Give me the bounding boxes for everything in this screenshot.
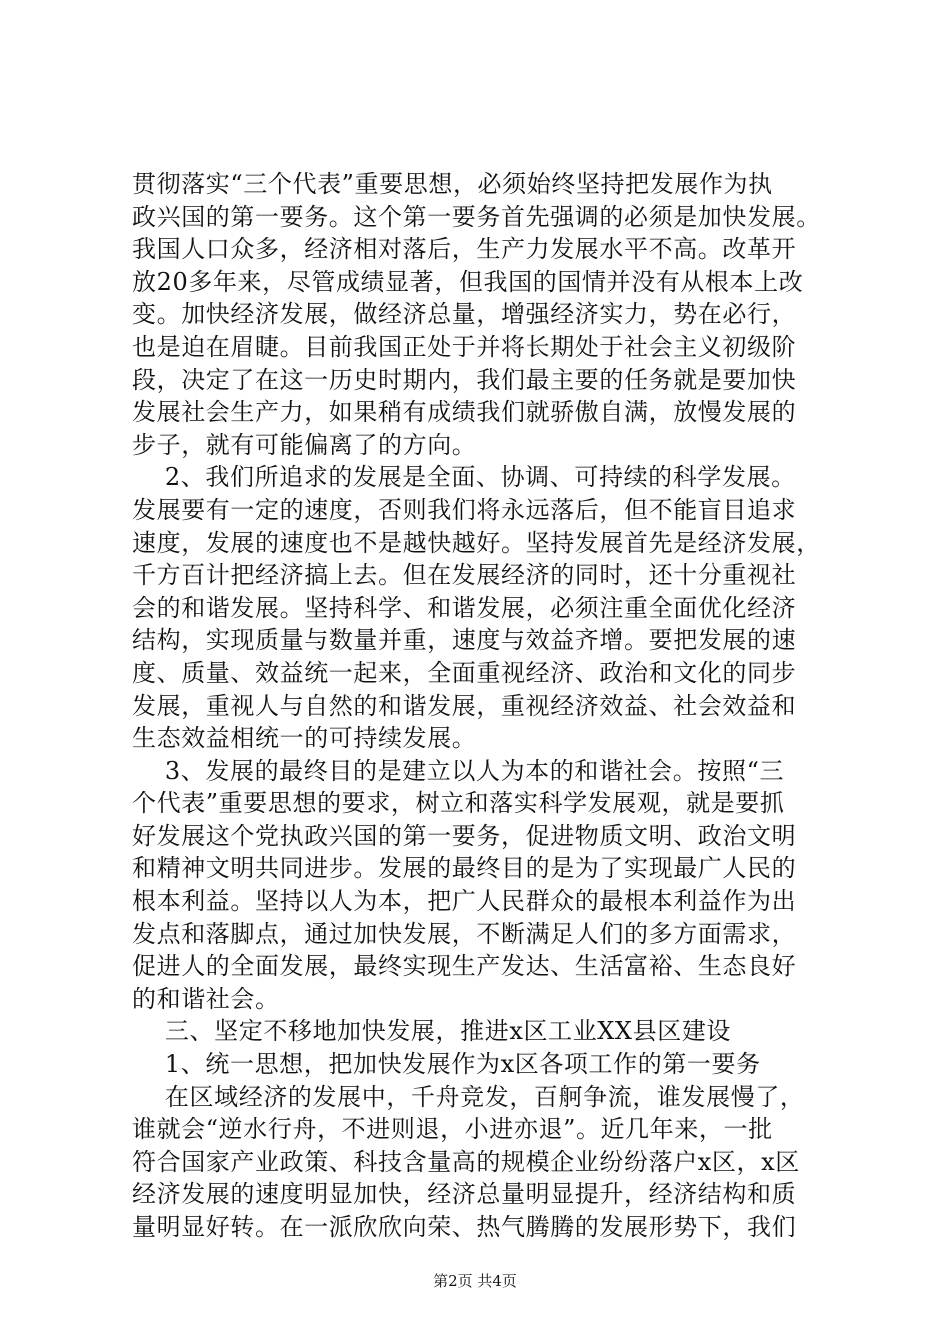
page-footer: [0, 1271, 950, 1291]
text-line: 量明显好转。在一派欣欣向荣、热气腾腾的发展形势下，我们: [132, 1213, 797, 1241]
text-line: 结构，实现质量与数量并重，速度与效益齐增。要把发展的速: [132, 626, 797, 655]
text-line: 经济发展的速度明显加快，经济总量明显提升，经济结构和质: [132, 1180, 797, 1209]
text-line: 的和谐社会。: [132, 984, 280, 1013]
text-line: 贯彻落实“三个代表”重要思想，必须始终坚持把发展作为执: [132, 170, 773, 198]
text-line: 速度，发展的速度也不是越快越好。坚持发展首先是经济发展，: [132, 528, 821, 557]
text-line: 我国人口众多，经济相对落后，生产力发展水平不高。改革开: [132, 235, 797, 264]
section-heading: 三、坚定不移地加快发展，推进x区工业XX县区建设: [132, 1017, 732, 1046]
text-line: 会的和谐发展。坚持科学、和谐发展，必须注重全面优化经济: [132, 593, 797, 622]
text-line: 发点和落脚点，通过加快发展，不断满足人们的多方面需求，: [132, 919, 797, 948]
document-body: [132, 168, 832, 1244]
text-line: 千方百计把经济搞上去。但在发展经济的同时，还十分重视社: [132, 561, 797, 590]
text-line: 在区域经济的发展中，千舟竞发，百舸争流，谁发展慢了，: [132, 1082, 805, 1111]
text-line: 好发展这个党执政兴国的第一要务，促进物质文明、政治文明: [132, 821, 797, 850]
text-line: 谁就会“逆水行舟，不进则退，小进亦退”。近几年来，一批: [132, 1115, 773, 1144]
text-line: 促进人的全面发展，最终实现生产发达、生活富裕、生态良好: [132, 952, 797, 981]
text-line: 生态效益相统一的可持续发展。: [132, 724, 477, 753]
text-line: 3、发展的最终目的是建立以人为本的和谐社会。按照“三: [132, 756, 785, 785]
text-line: 和精神文明共同进步。发展的最终目的是为了实现最广人民的: [132, 854, 797, 883]
subsection-heading: 1、统一思想，把加快发展作为x区各项工作的第一要务: [132, 1050, 761, 1079]
text-line: 变。加快经济发展，做经济总量，增强经济实力，势在必行，: [132, 300, 797, 329]
text-line: 发展社会生产力，如果稍有成绩我们就骄傲自满，放慢发展的: [132, 398, 797, 427]
text-line: 符合国家产业政策、科技含量高的规模企业纷纷落户x区，x区: [132, 1147, 800, 1176]
text-line: 也是迫在眉睫。目前我国正处于并将长期处于社会主义初级阶: [132, 332, 797, 361]
text-line: 发展，重视人与自然的和谐发展，重视经济效益、社会效益和: [132, 691, 797, 720]
text-line: 个代表”重要思想的要求，树立和落实科学发展观，就是要抓: [132, 789, 785, 818]
page-indicator: 第2页 共4页: [433, 1272, 517, 1290]
text-line: 段，决定了在这一历史时期内，我们最主要的任务就是要加快: [132, 365, 797, 394]
text-line: 2、我们所追求的发展是全面、协调、可持续的科学发展。: [132, 463, 796, 492]
text-line: 度、质量、效益统一起来，全面重视经济、政治和文化的同步: [132, 658, 797, 687]
text-line: 步子，就有可能偏离了的方向。: [132, 430, 477, 459]
text-line: 政兴国的第一要务。这个第一要务首先强调的必须是加快发展。: [132, 202, 821, 231]
text-line: 根本利益。坚持以人为本，把广人民群众的最根本利益作为出: [132, 887, 797, 916]
text-line: 放20多年来，尽管成绩显著，但我国的国情并没有从根本上改: [132, 267, 804, 296]
text-line: 发展要有一定的速度，否则我们将永远落后，但不能盲目追求: [132, 495, 797, 524]
